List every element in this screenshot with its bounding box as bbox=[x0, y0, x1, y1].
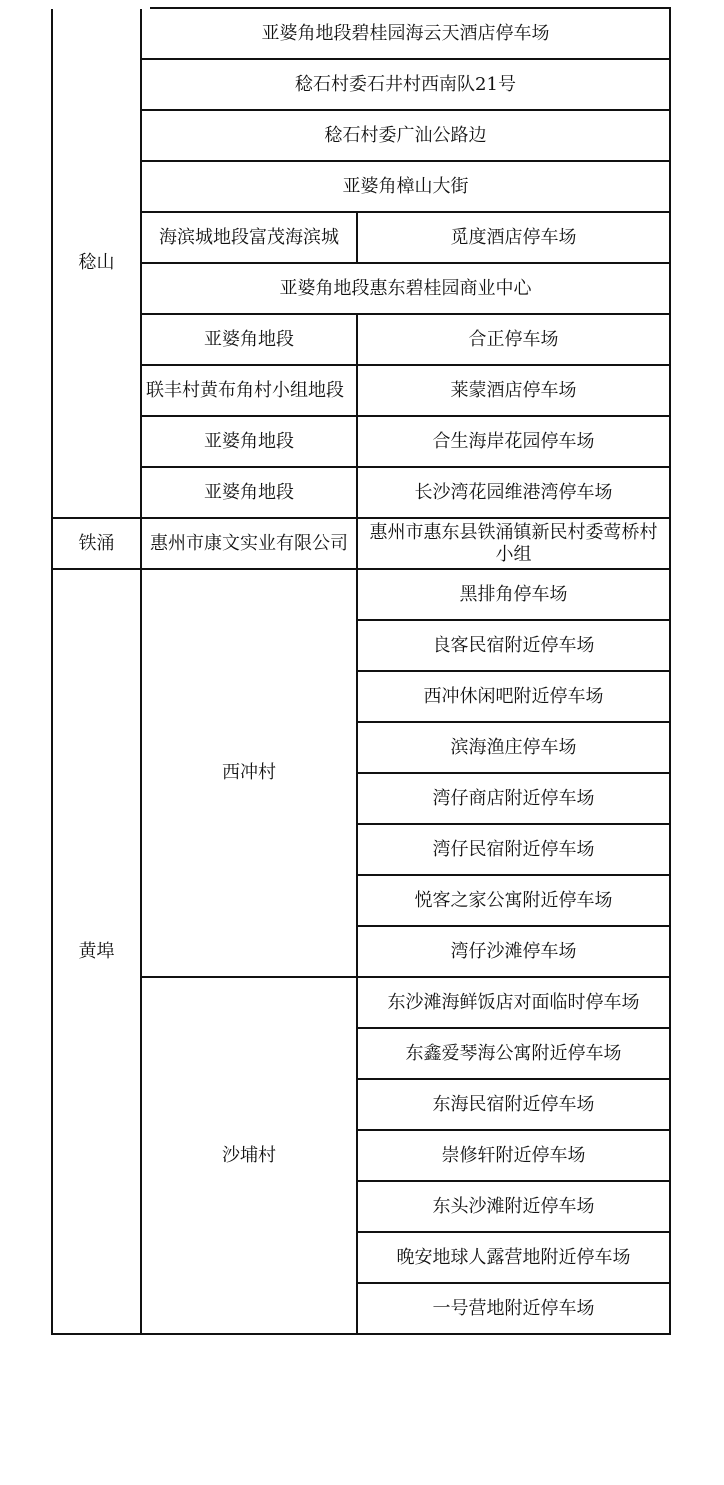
location-cell: 亚婆角地段惠东碧桂园商业中心 bbox=[141, 263, 670, 314]
location-cell: 一号营地附近停车场 bbox=[357, 1283, 670, 1334]
village-cell-xichong: 西冲村 bbox=[141, 569, 357, 977]
table-row bbox=[52, 518, 670, 569]
parking-location-table bbox=[51, 7, 671, 1335]
table-row bbox=[52, 110, 670, 161]
location-cell: 稔石村委广汕公路边 bbox=[141, 110, 670, 161]
area-cell: 海滨城地段富茂海滨城 bbox=[141, 212, 357, 263]
area-cell: 惠州市康文实业有限公司 bbox=[141, 518, 357, 569]
table-row bbox=[52, 8, 670, 59]
location-cell: 东头沙滩附近停车场 bbox=[357, 1181, 670, 1232]
location-cell: 莱蒙酒店停车场 bbox=[357, 365, 670, 416]
area-cell: 联丰村黄布角村小组地段 bbox=[141, 365, 357, 416]
area-cell: 亚婆角地段 bbox=[141, 314, 357, 365]
table-row bbox=[52, 416, 670, 467]
location-cell: 合生海岸花园停车场 bbox=[357, 416, 670, 467]
table-row bbox=[52, 569, 670, 620]
town-cell-tiechong: 铁涌 bbox=[52, 518, 141, 569]
location-cell: 湾仔商店附近停车场 bbox=[357, 773, 670, 824]
location-cell: 西冲休闲吧附近停车场 bbox=[357, 671, 670, 722]
location-cell: 湾仔沙滩停车场 bbox=[357, 926, 670, 977]
location-cell: 良客民宿附近停车场 bbox=[357, 620, 670, 671]
location-cell: 悦客之家公寓附近停车场 bbox=[357, 875, 670, 926]
location-cell: 晚安地球人露营地附近停车场 bbox=[357, 1232, 670, 1283]
town-cell-huangbu: 黄埠 bbox=[52, 569, 141, 1334]
location-cell: 崇修轩附近停车场 bbox=[357, 1130, 670, 1181]
location-cell: 稔石村委石井村西南队21号 bbox=[141, 59, 670, 110]
location-cell: 东海民宿附近停车场 bbox=[357, 1079, 670, 1130]
location-cell: 黑排角停车场 bbox=[357, 569, 670, 620]
table-row bbox=[52, 212, 670, 263]
location-cell: 滨海渔庄停车场 bbox=[357, 722, 670, 773]
location-cell: 合正停车场 bbox=[357, 314, 670, 365]
table-row bbox=[52, 977, 670, 1028]
location-cell: 觅度酒店停车场 bbox=[357, 212, 670, 263]
table-row bbox=[52, 467, 670, 518]
location-cell: 东沙滩海鲜饭店对面临时停车场 bbox=[357, 977, 670, 1028]
location-cell: 亚婆角地段碧桂园海云天酒店停车场 bbox=[141, 8, 670, 59]
location-cell: 亚婆角樟山大街 bbox=[141, 161, 670, 212]
village-cell-shabu: 沙埔村 bbox=[141, 977, 357, 1334]
table-row bbox=[52, 314, 670, 365]
town-cell-wenshan: 稔山 bbox=[52, 8, 141, 518]
table-row bbox=[52, 161, 670, 212]
location-cell: 长沙湾花园维港湾停车场 bbox=[357, 467, 670, 518]
table-row bbox=[52, 263, 670, 314]
location-cell: 湾仔民宿附近停车场 bbox=[357, 824, 670, 875]
table-row bbox=[52, 365, 670, 416]
location-cell: 惠州市惠东县铁涌镇新民村委莺桥村小组 bbox=[357, 518, 670, 569]
table-row bbox=[52, 59, 670, 110]
location-cell: 东鑫爱琴海公寓附近停车场 bbox=[357, 1028, 670, 1079]
area-cell: 亚婆角地段 bbox=[141, 416, 357, 467]
table-continuation-edge bbox=[40, 0, 150, 9]
area-cell: 亚婆角地段 bbox=[141, 467, 357, 518]
